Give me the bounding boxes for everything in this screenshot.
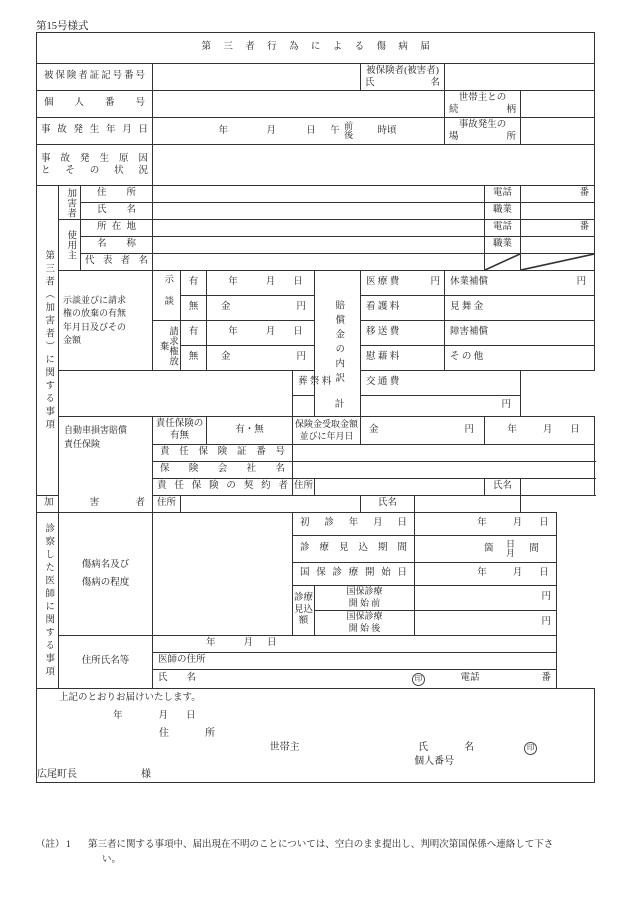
accident-datetime-field[interactable]: [153, 118, 445, 145]
offender-name-field[interactable]: [153, 203, 485, 220]
estimate-before-field[interactable]: 円: [415, 586, 557, 611]
kokuho-start-field[interactable]: 年 月 日: [415, 563, 557, 586]
waiver-group-label: 請求権放棄: [153, 321, 181, 371]
comp-solatium-label: 慰 藉 料: [361, 346, 445, 371]
note-text: 第三者に関する事項中、届出現在不明のことについては、空白のまま提出し、判明次第国保係へ連絡して下さ: [88, 840, 554, 850]
representative-label: 代表者名: [81, 254, 153, 271]
cert-no-field[interactable]: [293, 445, 595, 462]
estimate-before-label: 国保診療 開 始 前: [315, 586, 415, 611]
doctor-date-field[interactable]: 年 月 日: [153, 636, 557, 653]
settlement-label: 示談並びに請求 権の放棄の有無 年月日及びその 金額: [59, 271, 153, 371]
settlement-group-label: 示談: [153, 271, 181, 321]
contractor-address-field[interactable]: [315, 479, 485, 496]
representative-field[interactable]: [153, 254, 485, 271]
offender-tel-label: 電話: [485, 186, 521, 203]
doctor-tel-suffix: 番: [541, 673, 551, 684]
recipient-label: 広尾町長: [37, 769, 77, 781]
declaration-row: [37, 689, 595, 783]
first-visit-date-field[interactable]: 年 月 日: [415, 513, 557, 536]
employer-location-label: 所 在 地: [81, 220, 153, 237]
offender-job-label: 職業: [485, 203, 521, 220]
offender-tel-field[interactable]: 番: [521, 186, 595, 203]
insurance-company-label: 保 険 会 社 名: [153, 462, 293, 479]
comp-disability-label: 障害補償: [445, 321, 595, 346]
employer-tel-field[interactable]: 番: [521, 220, 595, 237]
waiver-no-label: 無: [181, 346, 207, 371]
insurance-number-row: [37, 64, 595, 91]
offender-insurance-name-label: 氏名: [361, 496, 415, 513]
offender-label: 加害者: [59, 186, 81, 220]
waiver-no-amount-field[interactable]: 金 円: [207, 346, 315, 371]
settlement-yes-row: [37, 271, 595, 296]
settlement-spacer: [59, 371, 293, 417]
gogo-prefix: 午: [330, 126, 340, 137]
title-row: [37, 33, 595, 64]
note-continuation: い。: [102, 854, 122, 865]
am-pm-marker: 前 後: [344, 120, 354, 140]
comp-medical-label: 医 療 費 円: [361, 271, 445, 296]
householder-label-text: 世帯主: [269, 741, 300, 753]
settlement-yes-label: 有: [181, 271, 207, 296]
hour-marker: 時頃: [377, 126, 397, 137]
contractor-address-label: 住所: [293, 479, 315, 496]
employer-job-label: 職業: [485, 237, 521, 254]
offender-insurance-address-field[interactable]: [181, 496, 361, 513]
offender-insurance-label: 加 害 者: [37, 496, 153, 513]
doctor-addr-name-label: 住所氏名等: [59, 636, 153, 689]
estimate-after-label: 国保診療 開 始 後: [315, 611, 415, 636]
comp-funeral-label: 葬 祭 料: [293, 371, 361, 396]
employer-job-field[interactable]: [521, 237, 595, 254]
disease-label: 傷病名及び 傷病の程度: [59, 513, 153, 636]
doctor-tel-label: 電話: [460, 673, 480, 684]
relation-label: 世帯主との 続 柄: [445, 91, 521, 118]
accident-cause-field[interactable]: [153, 145, 595, 186]
declaration-text: 上記のとおりお届けいたします。: [59, 693, 201, 703]
offender-insurance-row: [37, 496, 595, 513]
doctor-date-row: [37, 636, 595, 653]
note-number: 1: [66, 840, 71, 850]
employer-location-field[interactable]: [153, 220, 485, 237]
waiver-yes-date-field[interactable]: 年 月 日: [207, 321, 315, 346]
main-form-table: [36, 32, 595, 783]
treat-period-field[interactable]: 箇 日 月 間: [415, 536, 557, 563]
form-title: 第 三 者 行 為 に よ る 傷 病 届: [37, 33, 595, 64]
insurance-company-field[interactable]: [293, 462, 595, 479]
estimate-after-field[interactable]: 円: [415, 611, 557, 636]
comp-other-label: そ の 他: [445, 346, 595, 371]
waiver-yes-label: 有: [181, 321, 207, 346]
employer-location-row: [37, 220, 595, 237]
compensation-vertical-label: 賠償金の内訳: [315, 271, 361, 417]
comp-condolence-label: 見 舞 金: [445, 296, 595, 321]
doctor-name-label: 氏 名: [158, 673, 197, 684]
declaration-name-label: 氏 名: [418, 741, 475, 753]
form-number: 第15号様式: [36, 21, 89, 32]
comp-nursing-label: 看 護 料: [361, 296, 445, 321]
comp-transport-label: 移 送 費: [361, 321, 445, 346]
offender-address-field[interactable]: [153, 186, 485, 203]
doctor-vertical-label: 診察した医師に関する事項: [37, 513, 59, 689]
payout-amount-field[interactable]: 金 円: [361, 417, 485, 445]
strikethrough-cell-left: [485, 254, 521, 271]
honorific-label: 様: [141, 769, 151, 781]
note-block: [36, 838, 596, 867]
settlement-no-label: 無: [181, 296, 207, 321]
offender-insurance-address-label: 住所: [153, 496, 181, 513]
personal-number-row: [37, 91, 595, 118]
comp-total-field[interactable]: 円: [361, 396, 521, 417]
offender-address-label: 住 所: [81, 186, 153, 203]
payout-label: 保険金受取金額 並びに年月日: [293, 417, 361, 445]
contractor-name-field[interactable]: [521, 479, 595, 496]
declaration-name-field[interactable]: [524, 742, 594, 755]
comp-total-label: 計: [293, 396, 361, 417]
insurance-no-label: 被保険者証記号番号: [37, 64, 153, 91]
disease-field[interactable]: [153, 513, 293, 636]
accident-cause-label: 事 故 発 生 原 因 と そ の 状 況: [37, 145, 153, 186]
liability-insurance-row: [37, 417, 595, 445]
note-label: （註）: [36, 840, 65, 850]
contractor-label: 責任保険の契約者: [153, 479, 293, 496]
employer-label: 使用主: [59, 220, 81, 271]
personal-no-field[interactable]: [153, 91, 445, 118]
offender-insurance-name-field[interactable]: [415, 496, 521, 513]
first-visit-label: 初 診 年 月 日: [293, 513, 415, 536]
personal-no-label: 個 人 番 号: [37, 91, 153, 118]
comp-travel-label: 交 通 費: [361, 371, 521, 396]
third-party-vertical-label: 第三者（加害者）に関する事項: [37, 186, 59, 496]
comp-funeral-row: [37, 371, 595, 396]
liability-exists-label: 責任保険の有無: [153, 417, 207, 445]
declaration-date[interactable]: 年 月 日: [113, 711, 196, 722]
offender-address-row: [37, 186, 595, 203]
day-marker: 日: [306, 126, 316, 137]
doctor-address-field[interactable]: 医師の住所: [153, 653, 557, 670]
kokuho-start-label: 国 保 診 療 開 始 日: [293, 563, 415, 586]
liability-yes-no[interactable]: 有・無: [207, 417, 293, 445]
accident-place-label: 事故発生の 場 所: [445, 118, 521, 145]
declaration-personal-no-label: 個人番号: [414, 755, 455, 767]
offender-job-field[interactable]: [521, 203, 595, 220]
employer-name-field[interactable]: [153, 237, 485, 254]
employer-name-label: 名 称: [81, 237, 153, 254]
comp-leave-label: 休業補償 円: [445, 271, 595, 296]
offender-name-row: [37, 203, 595, 220]
settlement-no-amount-field[interactable]: 金 円: [207, 296, 315, 321]
employer-tel-label: 電話: [485, 220, 521, 237]
employer-representative-row: [37, 254, 595, 271]
doctor-seal-icon: 印: [412, 673, 425, 686]
month-marker: 月: [266, 126, 276, 137]
first-visit-row: [37, 513, 595, 536]
offender-name-label: 氏 名: [81, 203, 153, 220]
accident-date-label: 事 故 発 生 年 月 日: [37, 118, 153, 145]
cert-no-label: 責任保険証番号: [153, 445, 293, 462]
treat-period-label: 診 療 見 込 期 間: [293, 536, 415, 563]
strikethrough-cell-right: [521, 254, 595, 271]
declaration-address-label: 住 所: [159, 728, 215, 740]
accident-cause-row: [37, 145, 595, 186]
accident-place-field[interactable]: [521, 118, 595, 145]
settlement-yes-date-field[interactable]: 年 月 日: [207, 271, 315, 296]
insured-name-label: 被保険者(被害者) 氏 名: [361, 64, 445, 91]
doctor-name-field[interactable]: [153, 670, 557, 689]
householder-seal-icon: 印: [524, 742, 537, 755]
employer-name-row: [37, 237, 595, 254]
relation-field[interactable]: [521, 91, 595, 118]
insurance-no-field[interactable]: [153, 64, 361, 91]
auto-insurance-label: 自動車損害賠償 責任保険: [59, 417, 153, 513]
accident-date-row: [37, 118, 595, 145]
insured-name-field[interactable]: [445, 64, 595, 91]
contractor-name-label: 氏名: [485, 479, 521, 496]
payout-date-field[interactable]: 年 月 日: [485, 417, 595, 445]
year-marker: 年: [218, 126, 229, 137]
estimate-label: 診療見込額: [293, 586, 315, 636]
declaration-block: [37, 689, 595, 783]
day-month-marker: 日 月: [505, 538, 515, 558]
